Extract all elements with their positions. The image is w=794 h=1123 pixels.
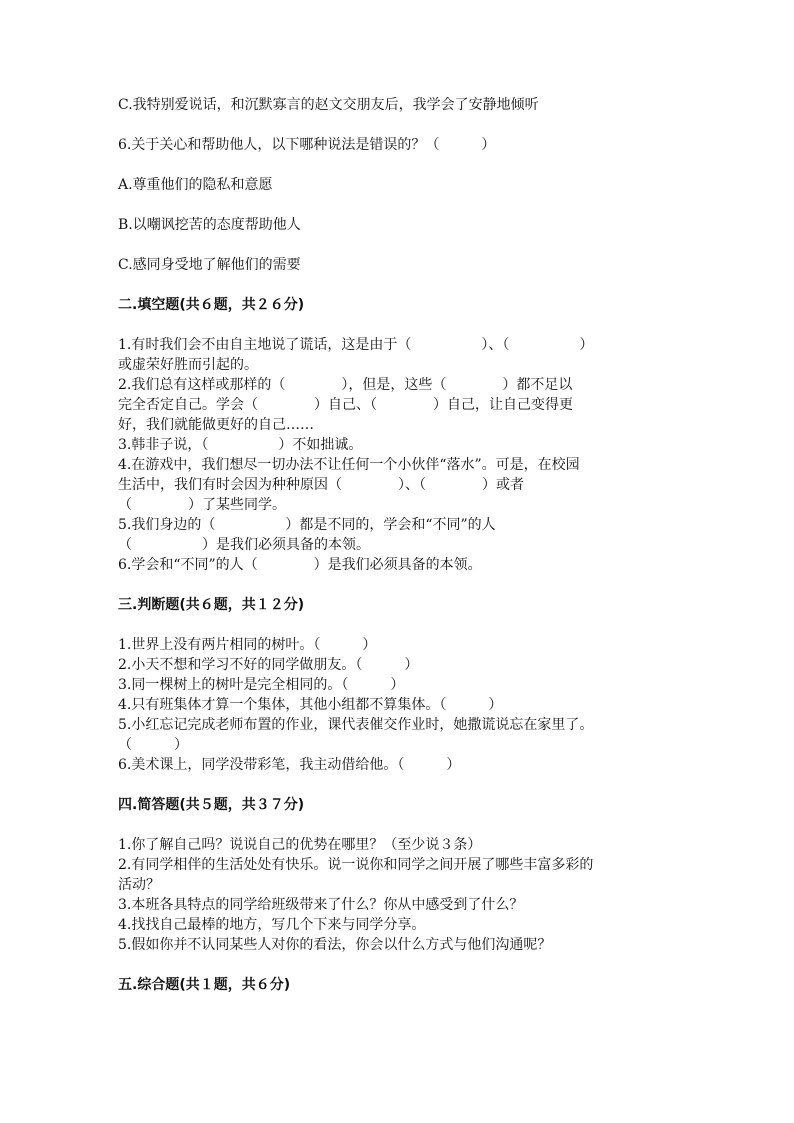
fill-line: 3.韩非子说，（ ）不如拙诚。 [118, 437, 363, 453]
option-a: A.尊重他们的隐私和意愿 [118, 177, 273, 193]
section-comp-title: 五.综合题(共１题，共６分) [118, 977, 291, 993]
fill-line: 6.学会和“不同”的人（ ）是我们必须具备的本领。 [118, 557, 482, 573]
fill-line: 5.我们身边的（ ）都是不同的，学会和“不同”的人 [118, 517, 496, 533]
section-short-title: 四.简答题(共５题，共３７分) [118, 797, 305, 813]
fill-line: （ ）是我们必须具备的本领。 [118, 537, 370, 553]
fill-line: 或虚荣好胜而引起的。 [118, 357, 258, 373]
section-fill-title: 二.填空题(共６题，共２６分) [118, 297, 305, 313]
short-line: 4.找找自己最棒的地方，写几个下来与同学分享。 [118, 917, 426, 933]
short-line: 5.假如你并不认同某些人对你的看法，你会以什么方式与他们沟通呢？ [118, 937, 552, 953]
option-c-q6: C.感同身受地了解他们的需要 [118, 257, 301, 273]
exam-content [118, 95, 678, 995]
fill-line: 1.有时我们会不由自主地说了谎话，这是由于（ ）、（ ） [118, 337, 594, 353]
judge-line: 6.美术课上，同学没带彩笔，我主动借给他。（ ） [118, 757, 461, 773]
short-line: 1.你了解自己吗？说说自己的优势在哪里？（至少说３条） [118, 837, 482, 853]
short-line: 3.本班各具特点的同学给班级带来了什么？你从中感受到了什么？ [118, 897, 524, 913]
judge-line: 3.同一棵树上的树叶是完全相同的。（ ） [118, 677, 405, 693]
judge-questions [118, 635, 678, 775]
fill-line: （ ）了某些同学。 [118, 497, 286, 513]
judge-line: 2.小天不想和学习不好的同学做朋友。（ ） [118, 657, 419, 673]
short-line: 活动？ [118, 877, 160, 893]
judge-line: （ ） [118, 737, 188, 753]
short-questions [118, 835, 678, 955]
fill-questions [118, 335, 678, 575]
fill-line: 完全否定自己。学会（ ）自己、（ ）自己，让自己变得更 [118, 397, 573, 413]
fill-line: 2.我们总有这样或那样的（ ），但是，这些（ ）都不足以 [118, 377, 573, 393]
fill-line: 好，我们就能做更好的自己…… [118, 417, 314, 433]
question-6: 6.关于关心和帮助他人，以下哪种说法是错误的？（ ） [118, 137, 496, 153]
fill-line: 生活中，我们有时会因为种种原因（ ）、（ ）或者 [118, 477, 524, 493]
option-c: C.我特别爱说话，和沉默寡言的赵文交朋友后，我学会了安静地倾听 [118, 97, 539, 113]
judge-line: 4.只有班集体才算一个集体，其他小组都不算集体。（ ） [118, 697, 503, 713]
judge-line: 5.小红忘记完成老师布置的作业，课代表催交作业时，她撒谎说忘在家里了。 [118, 717, 594, 733]
short-line: 2.有同学相伴的生活处处有快乐。说一说你和同学之间开展了哪些丰富多彩的 [118, 857, 594, 873]
judge-line: 1.世界上没有两片相同的树叶。（ ） [118, 637, 377, 653]
fill-line: 4.在游戏中，我们想尽一切办法不让任何一个小伙伴“落水”。可是，在校园 [118, 457, 580, 473]
section-judge-title: 三.判断题(共６题，共１２分) [118, 597, 305, 613]
option-b: B.以嘲讽挖苦的态度帮助他人 [118, 217, 301, 233]
